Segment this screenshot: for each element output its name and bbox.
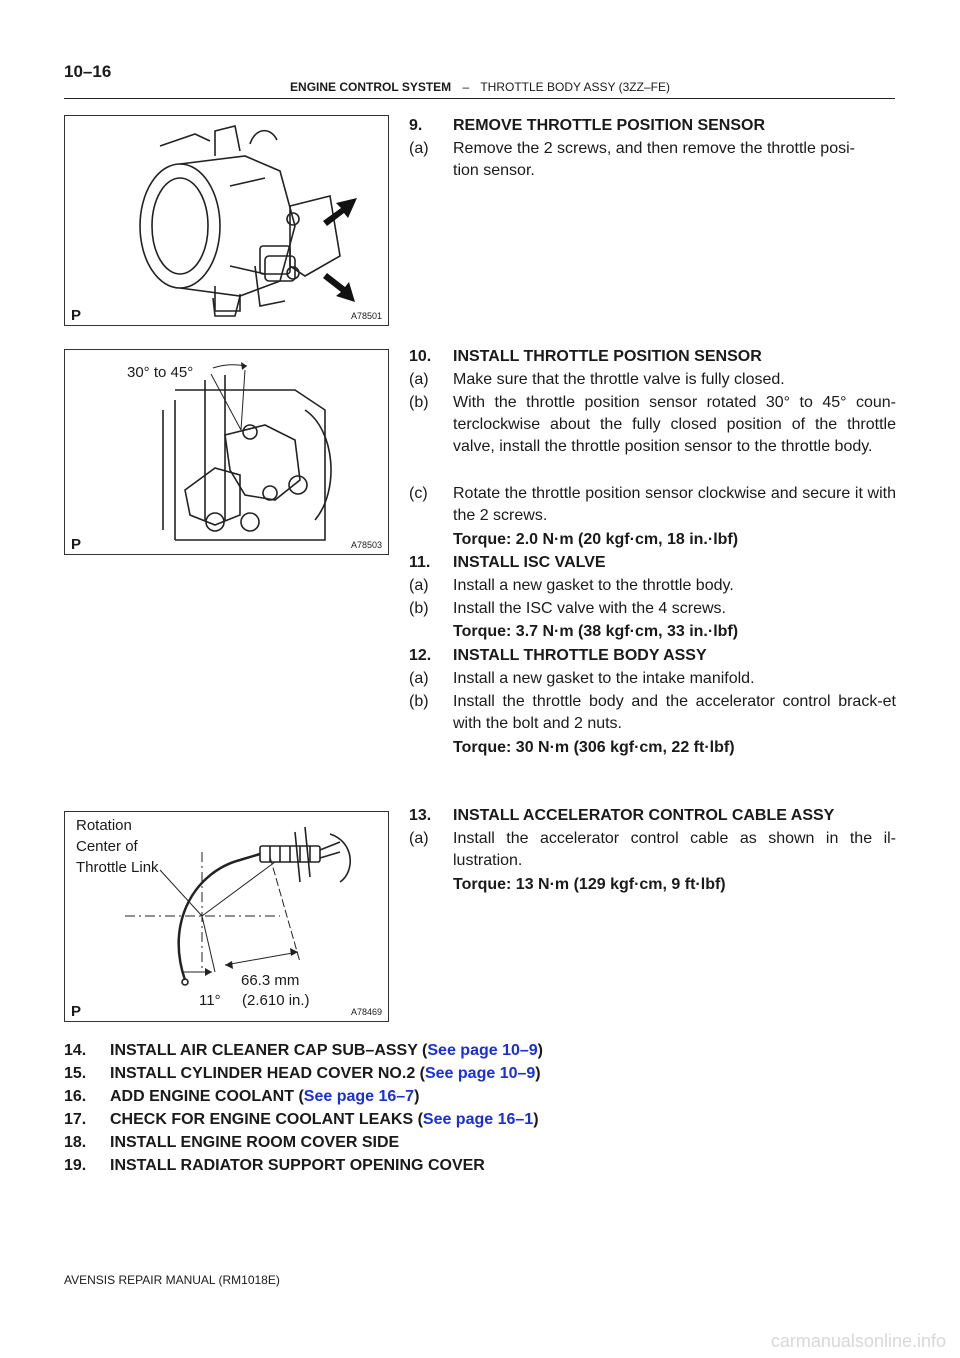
step-title: INSTALL THROTTLE POSITION SENSOR	[453, 348, 762, 365]
header-title	[0, 80, 960, 94]
step-number: 17.	[64, 1111, 87, 1128]
step-9a	[409, 138, 896, 182]
substep-label: (a)	[409, 577, 429, 594]
step-title: INSTALL ACCELERATOR CONTROL CABLE ASSY	[453, 807, 835, 824]
substep-label: (a)	[409, 140, 429, 157]
step-10a	[409, 369, 896, 391]
step-16	[64, 1086, 419, 1108]
step-10b	[409, 392, 896, 458]
figure-corner-mark: P	[71, 536, 82, 553]
step-title: INSTALL ISC VALVE	[453, 554, 606, 571]
step-number: 9.	[409, 117, 423, 134]
arrow-icon	[323, 273, 355, 302]
arrow-icons	[323, 198, 357, 302]
figure-code: A78469	[350, 1007, 382, 1017]
step-19	[64, 1155, 485, 1177]
substep-label: (b)	[409, 693, 429, 710]
paren-close: )	[537, 1042, 543, 1059]
header-section: ENGINE CONTROL SYSTEM	[290, 80, 452, 94]
step-15	[64, 1063, 541, 1085]
see-page-link[interactable]: See page 10–9	[427, 1042, 538, 1059]
see-page-link[interactable]: See page 16–1	[422, 1111, 534, 1128]
see-page-link[interactable]: See page 10–9	[424, 1065, 536, 1082]
tps-rotation-illustration	[65, 350, 390, 556]
substep-text: Install the accelerator control cable as shown in the il-lustration.	[453, 830, 896, 869]
torque-spec: Torque: 13 N·m (129 kgf·cm, 9 ft·lbf)	[453, 876, 726, 893]
header-separator: –	[462, 80, 470, 94]
figure-code: A78503	[350, 540, 382, 550]
label-line: Center of	[76, 838, 138, 855]
rotation-center-label	[76, 815, 159, 878]
substep-text: Install the ISC valve with the 4 screws.	[453, 600, 726, 617]
step-number: 15.	[64, 1065, 87, 1082]
dimension-in: (2.610 in.)	[242, 992, 310, 1009]
step-12a	[409, 668, 896, 690]
angle-11: 11°	[199, 992, 221, 1009]
substep-label: (b)	[409, 394, 429, 411]
label-line: Throttle Link	[76, 859, 159, 876]
step-11b	[409, 598, 896, 620]
substep-text: Install a new gasket to the intake manifold.	[453, 670, 755, 687]
figure-corner-mark: P	[71, 1003, 82, 1020]
substep-line: Remove the 2 screws, and then remove the throttle posi-	[453, 140, 855, 157]
step-text: ADD ENGINE COOLANT (	[110, 1088, 304, 1105]
step-number: 12.	[409, 647, 432, 664]
step-13a	[409, 828, 896, 872]
watermark: carmanualsonline.info	[770, 1331, 946, 1351]
substep-text: With the throttle position sensor rotated 30° to 45° coun-terclockwise about the fully closed position of the throttle valve, install the throttle position sensor to the throttle body.	[453, 394, 896, 455]
step-number: 18.	[64, 1134, 87, 1151]
step-12-title	[409, 645, 896, 667]
step-18	[64, 1132, 399, 1154]
substep-text: Make sure that the throttle valve is fully closed.	[453, 371, 785, 388]
arrow-icon	[323, 198, 357, 226]
dimension-mm: 66.3 mm	[241, 972, 300, 989]
substep-label: (b)	[409, 600, 429, 617]
figure-remove-tps	[64, 115, 389, 326]
torque-spec: Torque: 2.0 N·m (20 kgf·cm, 18 in.·lbf)	[453, 531, 739, 548]
figure-install-tps	[64, 349, 389, 555]
step-number: 11.	[409, 554, 431, 571]
step-text: INSTALL RADIATOR SUPPORT OPENING COVER	[110, 1157, 485, 1174]
throttle-body-illustration	[65, 116, 390, 327]
step-12b	[409, 691, 896, 735]
step-number: 14.	[64, 1042, 87, 1059]
torque-spec: Torque: 3.7 N·m (38 kgf·cm, 33 in.·lbf)	[453, 623, 739, 640]
step-text: CHECK FOR ENGINE COOLANT LEAKS (	[110, 1111, 423, 1128]
step-title: INSTALL THROTTLE BODY ASSY	[453, 647, 707, 664]
paren-close: )	[535, 1065, 541, 1082]
step-text: INSTALL CYLINDER HEAD COVER NO.2 (	[110, 1065, 425, 1082]
step-11a	[409, 575, 896, 597]
step-11-title	[409, 552, 896, 574]
figure-corner-mark: P	[71, 307, 82, 324]
substep-label: (a)	[409, 670, 429, 687]
step-9-title	[409, 115, 896, 137]
figure-code: A78501	[350, 311, 382, 321]
step-14	[64, 1040, 543, 1062]
paren-close: )	[533, 1111, 539, 1128]
step-10c	[409, 483, 896, 527]
footer-manual-id: AVENSIS REPAIR MANUAL (RM1018E)	[64, 1273, 280, 1287]
substep-text: Install the throttle body and the accelerator control brack-et with the bolt and 2 nuts.	[453, 693, 896, 732]
step-text: INSTALL ENGINE ROOM COVER SIDE	[110, 1134, 400, 1151]
paren-close: )	[414, 1088, 420, 1105]
substep-text: Rotate the throttle position sensor clockwise and secure it with the 2 screws.	[453, 485, 896, 524]
torque-spec: Torque: 30 N·m (306 kgf·cm, 22 ft·lbf)	[453, 739, 735, 756]
step-text: INSTALL AIR CLEANER CAP SUB–ASSY (	[110, 1042, 428, 1059]
step-number: 16.	[64, 1088, 87, 1105]
figure-cable-install	[64, 811, 389, 1022]
label-line: Rotation	[76, 817, 132, 834]
substep-line: tion sensor.	[453, 162, 535, 179]
angle-label: 30° to 45°	[127, 364, 194, 381]
header-subsection: THROTTLE BODY ASSY (3ZZ–FE)	[480, 80, 670, 94]
step-17	[64, 1109, 539, 1131]
substep-label: (a)	[409, 371, 429, 388]
see-page-link[interactable]: See page 16–7	[303, 1088, 415, 1105]
substep-label: (a)	[409, 830, 429, 847]
step-title: REMOVE THROTTLE POSITION SENSOR	[453, 117, 766, 134]
substep-text: Install a new gasket to the throttle body.	[453, 577, 734, 594]
header-rule	[64, 98, 895, 99]
page-number: 10–16	[64, 62, 112, 81]
step-13-title	[409, 805, 896, 827]
step-number: 13.	[409, 807, 432, 824]
substep-text	[453, 138, 896, 182]
step-number: 10.	[409, 348, 432, 365]
step-10-title	[409, 346, 896, 368]
step-number: 19.	[64, 1157, 87, 1174]
substep-label: (c)	[409, 485, 428, 502]
